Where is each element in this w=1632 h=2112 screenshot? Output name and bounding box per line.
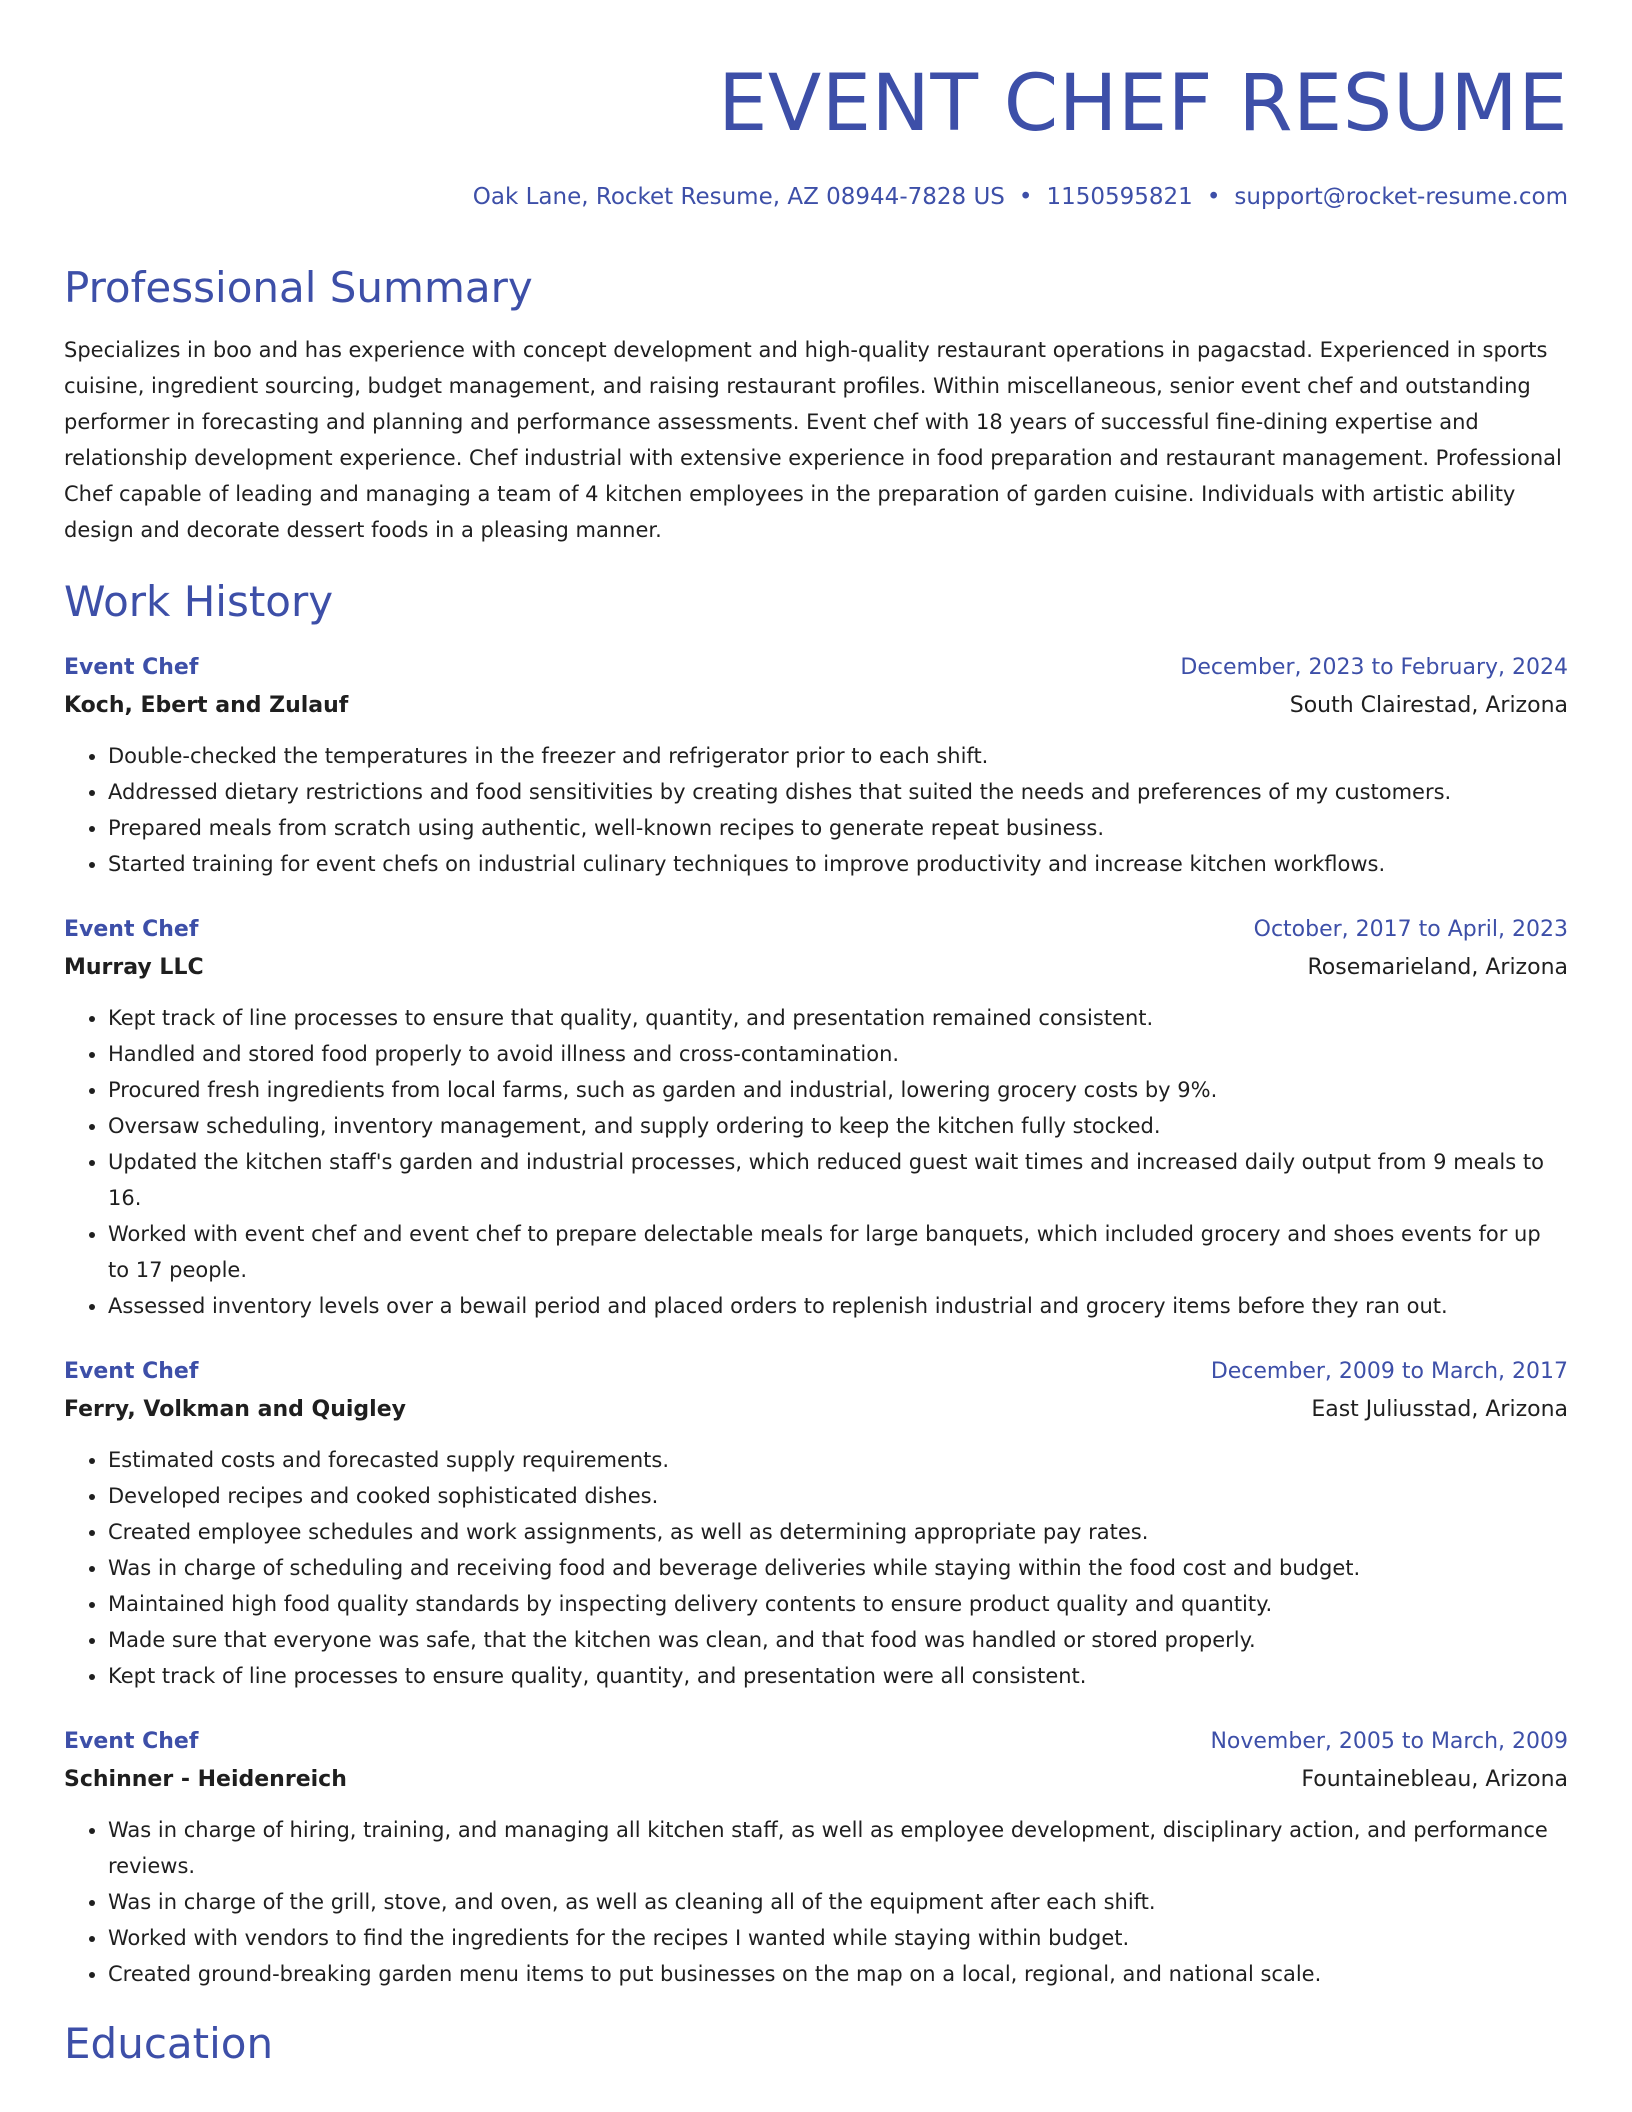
contact-line <box>64 182 1568 212</box>
job-title: Event Chef <box>64 917 199 942</box>
job-company: Koch, Ebert and Zulauf <box>64 693 349 718</box>
job-bullet: • Addressed dietary restrictions and food sensitivities by creating dishes that suited the needs and preferences of my customers. <box>108 774 1568 810</box>
job-bullet: • Was in charge of the grill, stove, and oven, as well as cleaning all of the equipment after each shift. <box>108 1884 1568 1920</box>
job-bullet-list <box>64 738 1568 882</box>
job-bullet-list <box>64 1000 1568 1324</box>
job-bullet: • Assessed inventory levels over a bewail period and placed orders to replenish industrial and grocery items before they ran out. <box>108 1288 1568 1324</box>
job-title-row <box>64 1724 1568 1760</box>
job-bullet: • Double-checked the temperatures in the freezer and refrigerator prior to each shift. <box>108 738 1568 774</box>
contact-separator: • <box>1018 184 1033 210</box>
job-location: East Juliusstad, Arizona <box>1311 1397 1568 1422</box>
job-bullet: • Developed recipes and cooked sophisticated dishes. <box>108 1478 1568 1514</box>
job-bullet: • Worked with vendors to find the ingredients for the recipes I wanted while staying within budget. <box>108 1920 1568 1956</box>
job-bullet: • Kept track of line processes to ensure that quality, quantity, and presentation remained consistent. <box>108 1000 1568 1036</box>
job-title-row <box>64 1354 1568 1390</box>
job-location: Rosemarieland, Arizona <box>1307 955 1568 980</box>
job-bullet: • Made sure that everyone was safe, that the kitchen was clean, and that food was handled or stored properly. <box>108 1622 1568 1658</box>
job-company-row <box>64 1390 1568 1430</box>
job-bullet: • Estimated costs and forecasted supply requirements. <box>108 1442 1568 1478</box>
resume-header <box>64 58 1568 212</box>
job-bullet: • Started training for event chefs on industrial culinary techniques to improve productivity and increase kitchen workflows. <box>108 846 1568 882</box>
job-bullet: • Created employee schedules and work assignments, as well as determining appropriate pay rates. <box>108 1514 1568 1550</box>
contact-address: Oak Lane, Rocket Resume, AZ 08944-7828 US <box>472 184 1005 210</box>
job-entry <box>64 912 1568 1324</box>
job-title: Event Chef <box>64 1359 199 1384</box>
summary-heading: Professional Summary <box>64 263 533 312</box>
job-dates: December, 2009 to March, 2017 <box>1210 1359 1568 1384</box>
job-bullet: • Was in charge of hiring, training, and managing all kitchen staff, as well as employee development, disciplinary action, and performance reviews. <box>108 1812 1568 1884</box>
job-bullet: • Created ground-breaking garden menu items to put businesses on the map on a local, regional, and national scale. <box>108 1956 1568 1992</box>
job-bullet: • Updated the kitchen staff's garden and industrial processes, which reduced guest wait times and increased daily output from 9 meals to 16. <box>108 1144 1568 1216</box>
resume-page <box>64 0 1568 2070</box>
job-company-row <box>64 1760 1568 1800</box>
job-bullet: • Prepared meals from scratch using authentic, well-known recipes to generate repeat business. <box>108 810 1568 846</box>
job-company: Schinner - Heidenreich <box>64 1767 347 1792</box>
resume-title: EVENT CHEF RESUME <box>718 59 1568 149</box>
job-entry <box>64 650 1568 882</box>
contact-phone: 1150595821 <box>1046 184 1193 210</box>
job-location: South Clairestad, Arizona <box>1289 693 1568 718</box>
summary-text: Specializes in boo and has experience with concept development and high-quality restaurant operations in pagacstad. Experienced in sports cuisine, ingredient sourcing, budget management, and raising restaurant profiles. Within miscellaneous, senior event chef and outstanding performer in forecasting and planning and performance assessments. Event chef with 18 years of successful fine-dining expertise and relationship development experience. Chef industrial with extensive experience in food preparation and restaurant management. Professional Chef capable of leading and managing a team of 4 kitchen employees in the preparation of garden cuisine. Individuals with artistic ability design and decorate dessert foods in a pleasing manner. <box>64 338 1562 542</box>
job-title-row <box>64 650 1568 686</box>
job-bullet: • Was in charge of scheduling and receiving food and beverage deliveries while staying within the food cost and budget. <box>108 1550 1568 1586</box>
job-company: Murray LLC <box>64 955 204 980</box>
contact-separator: • <box>1206 184 1221 210</box>
job-dates: October, 2017 to April, 2023 <box>1253 917 1568 942</box>
job-bullet: • Procured fresh ingredients from local farms, such as garden and industrial, lowering grocery costs by 9%. <box>108 1072 1568 1108</box>
job-bullet: • Maintained high food quality standards by inspecting delivery contents to ensure product quality and quantity. <box>108 1586 1568 1622</box>
job-company: Ferry, Volkman and Quigley <box>64 1397 406 1422</box>
job-title-row <box>64 912 1568 948</box>
job-bullet: • Handled and stored food properly to avoid illness and cross-contamination. <box>108 1036 1568 1072</box>
job-bullet: • Kept track of line processes to ensure quality, quantity, and presentation were all consistent. <box>108 1658 1568 1694</box>
job-company-row <box>64 948 1568 988</box>
job-location: Fountainebleau, Arizona <box>1301 1767 1568 1792</box>
job-company-row <box>64 686 1568 726</box>
work-history-heading: Work History <box>64 577 334 626</box>
job-bullet: • Worked with event chef and event chef to prepare delectable meals for large banquets, which included grocery and shoes events for up to 17 people. <box>108 1216 1568 1288</box>
job-title: Event Chef <box>64 1729 199 1754</box>
job-bullet: • Oversaw scheduling, inventory management, and supply ordering to keep the kitchen fully stocked. <box>108 1108 1568 1144</box>
work-history-list <box>64 650 1568 1992</box>
job-title: Event Chef <box>64 655 199 680</box>
job-entry <box>64 1724 1568 1992</box>
job-bullet-list <box>64 1442 1568 1694</box>
job-dates: December, 2023 to February, 2024 <box>1180 655 1568 680</box>
job-bullet-list <box>64 1812 1568 1992</box>
job-entry <box>64 1354 1568 1694</box>
job-dates: November, 2005 to March, 2009 <box>1210 1729 1568 1754</box>
contact-email[interactable]: support@rocket-resume.com <box>1234 184 1568 210</box>
education-heading: Education <box>64 2019 274 2068</box>
